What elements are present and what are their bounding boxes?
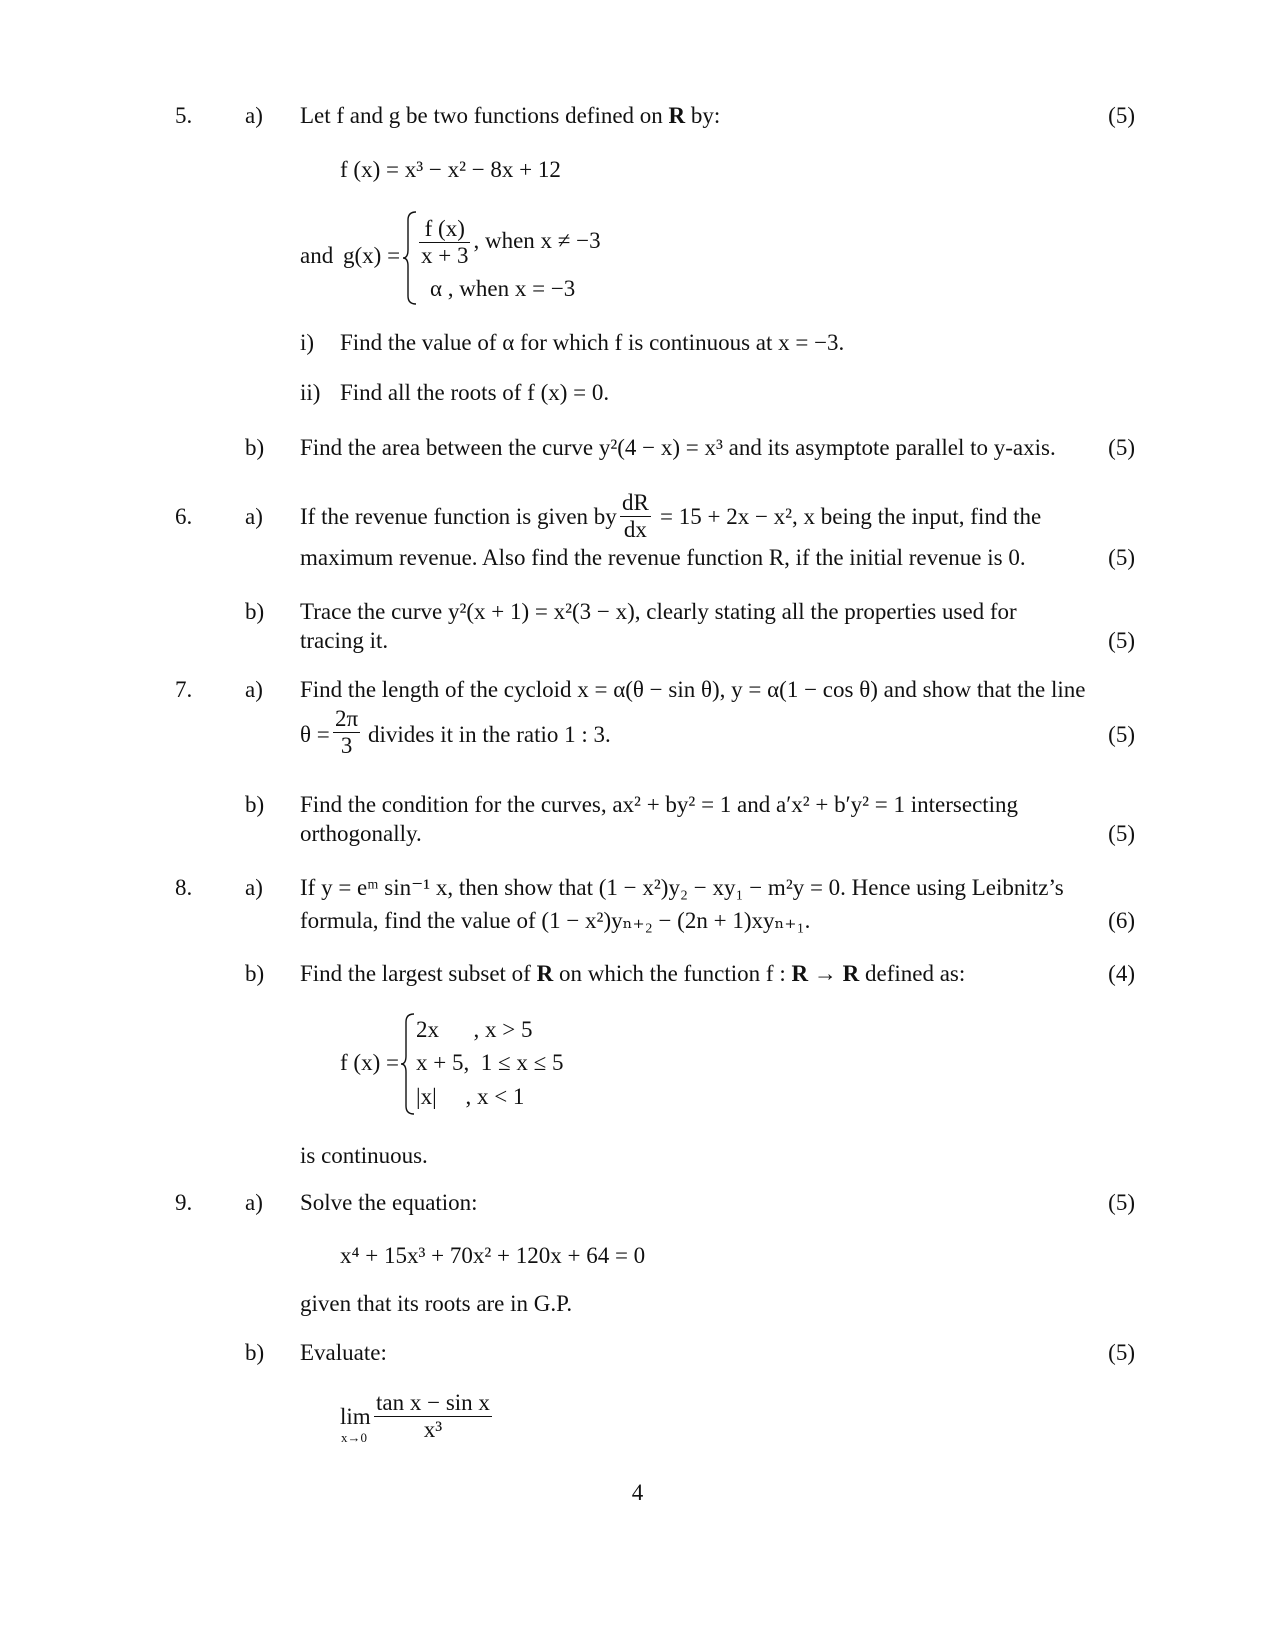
arrow: → — [808, 961, 843, 986]
marks: (5) — [1108, 545, 1135, 570]
subpart-text: Find all the roots of f (x) = 0. — [340, 380, 610, 405]
denominator: x + 3 — [421, 243, 469, 269]
question-text: Evaluate: — [300, 1340, 387, 1365]
question-number: 8. — [175, 875, 193, 900]
subpart-label: i) — [300, 330, 315, 355]
fraction — [419, 216, 470, 270]
question-text: is continuous. — [300, 1143, 428, 1168]
equation-f-lhs: f (x) = — [340, 1050, 399, 1075]
question-text: formula, find the value of (1 − x²)yₙ₊₂ − (2n + 1)xyₙ₊₁. — [300, 908, 811, 933]
part-label: b) — [245, 599, 265, 624]
question-text: = 15 + 2x − x², x being the input, find the — [660, 504, 1042, 529]
question-number: 9. — [175, 1190, 193, 1215]
part-label: a) — [245, 875, 263, 900]
left-brace-icon — [400, 1012, 416, 1116]
marks: (5) — [1108, 722, 1135, 747]
equation-g-lhs: g(x) = — [343, 243, 401, 268]
question-text: Find the area between the curve y²(4 − x) = x³ and its asymptote parallel to y-axis. — [300, 435, 1056, 460]
text-fragment: defined as: — [859, 961, 966, 986]
text-fragment: on which the function f : — [553, 961, 792, 986]
reals-symbol: R — [536, 961, 554, 986]
theta-equals: θ = — [300, 722, 330, 747]
limit-operator: lim — [340, 1404, 371, 1429]
equation-f: f (x) = x³ − x² − 8x + 12 — [340, 157, 561, 182]
subpart-text: Find the value of α for which f is continuous at x = −3. — [340, 330, 845, 355]
fraction — [374, 1390, 492, 1444]
g-case-2: α , when x = −3 — [430, 276, 576, 301]
part-label: b) — [245, 1340, 265, 1365]
question-text: maximum revenue. Also find the revenue function R, if the initial revenue is 0. — [300, 545, 1026, 570]
part-label: a) — [245, 103, 263, 128]
marks: (5) — [1108, 821, 1135, 846]
question-text — [300, 104, 720, 127]
limit-subscript: x→0 — [341, 1430, 367, 1445]
question-number: 6. — [175, 504, 193, 529]
marks: (5) — [1108, 1190, 1135, 1215]
question-text: Trace the curve y²(x + 1) = x²(3 − x), clearly stating all the properties used for — [300, 599, 1017, 624]
equation-polynomial: x⁴ + 15x³ + 70x² + 120x + 64 = 0 — [340, 1243, 646, 1268]
denominator: 3 — [340, 733, 353, 759]
marks: (5) — [1108, 628, 1135, 653]
marks: (5) — [1108, 1340, 1135, 1365]
f-case-3: |x| , x < 1 — [416, 1084, 525, 1109]
question-number: 5. — [175, 103, 193, 128]
marks: (5) — [1108, 103, 1135, 128]
question-text: Find the condition for the curves, ax² + by² = 1 and a′x² + b′y² = 1 intersecting — [300, 792, 1019, 817]
marks: (6) — [1108, 908, 1135, 933]
part-label: a) — [245, 677, 263, 702]
fraction-limit — [374, 1390, 492, 1444]
text-fragment: by: — [685, 103, 721, 128]
fraction-2pi-3 — [333, 706, 360, 760]
g-case-1 — [416, 216, 601, 270]
question-number: 7. — [175, 677, 193, 702]
text-and: and — [300, 243, 334, 268]
numerator: tan x − sin x — [374, 1390, 492, 1417]
part-label: a) — [245, 504, 263, 529]
marks: (5) — [1108, 435, 1135, 460]
question-text: orthogonally. — [300, 821, 422, 846]
part-label: b) — [245, 792, 265, 817]
f-case-2: x + 5, 1 ≤ x ≤ 5 — [416, 1050, 564, 1075]
question-text: If the revenue function is given by — [300, 504, 617, 529]
numerator: dR — [620, 490, 651, 517]
case-condition: , when x ≠ −3 — [473, 228, 601, 254]
denominator: dx — [623, 517, 647, 543]
reals-symbol: R — [668, 103, 686, 128]
denominator: x³ — [423, 1417, 443, 1443]
text-fragment: Let f and g be two functions defined on — [300, 103, 669, 128]
question-text: divides it in the ratio 1 : 3. — [368, 722, 611, 747]
part-label: a) — [245, 1190, 263, 1215]
fraction — [333, 706, 360, 760]
page-number: 4 — [631, 1480, 644, 1505]
reals-symbol: R — [791, 961, 809, 986]
question-text: Solve the equation: — [300, 1190, 478, 1215]
text-fragment: Find the largest subset of — [300, 961, 537, 986]
subpart-label: ii) — [300, 380, 321, 405]
f-case-1: 2x , x > 5 — [416, 1017, 533, 1042]
question-text: If y = eᵐ sin⁻¹ x, then show that (1 − x²)y₂ − xy₁ − m²y = 0. Hence using Leibnitz’s — [300, 875, 1064, 900]
fraction — [620, 490, 651, 544]
question-text: given that its roots are in G.P. — [300, 1291, 573, 1316]
question-text: tracing it. — [300, 628, 389, 653]
part-label: b) — [245, 961, 265, 986]
marks: (4) — [1108, 961, 1135, 986]
numerator: f (x) — [419, 216, 470, 243]
question-text: Find the length of the cycloid x = α(θ − sin θ), y = α(1 − cos θ) and show that the line — [300, 677, 1086, 702]
part-label: b) — [245, 435, 265, 460]
question-text — [300, 962, 965, 985]
fraction-dR-dx — [620, 490, 651, 544]
numerator: 2π — [333, 706, 360, 733]
reals-symbol: R — [842, 961, 860, 986]
